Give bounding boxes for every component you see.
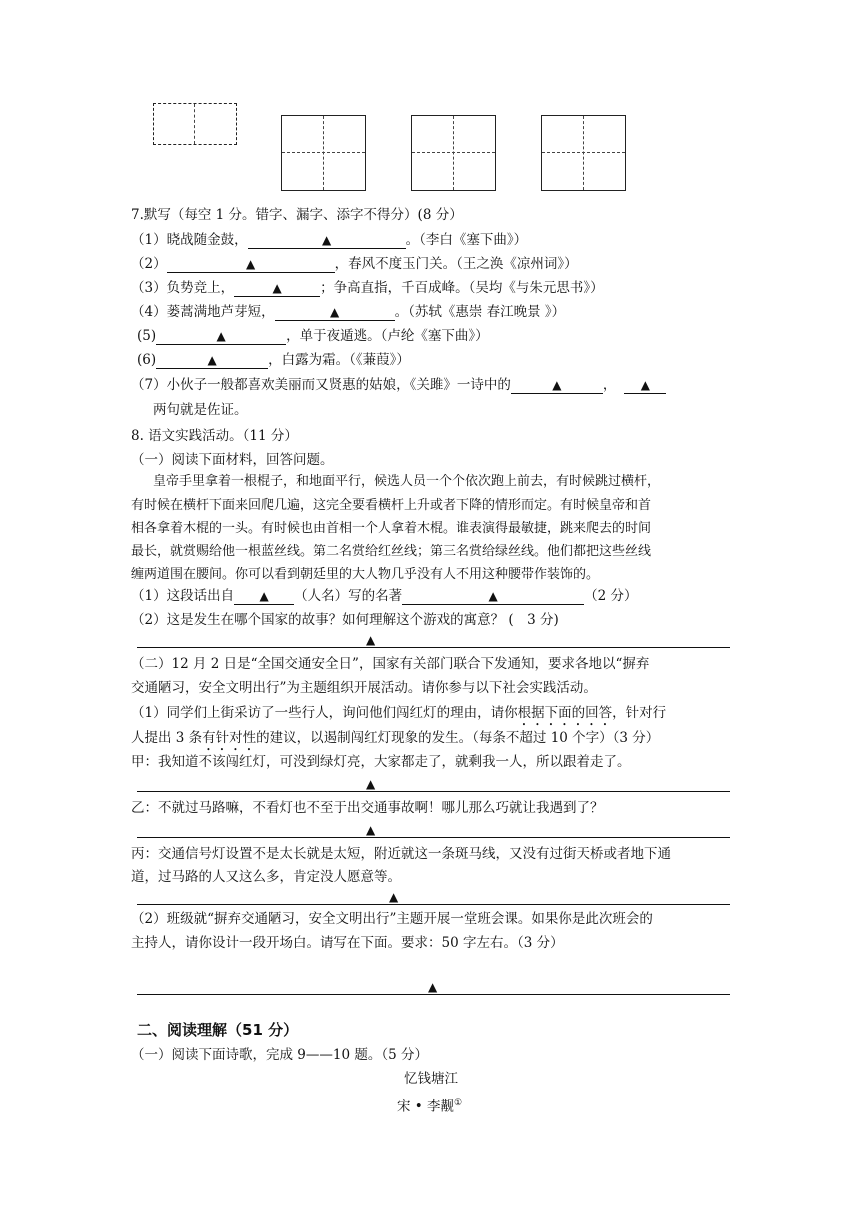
poem-author-name: 宋 • 李觏 [397, 1098, 455, 1115]
q8-task1-line1 [131, 704, 666, 729]
triangle-icon: ▲ [428, 980, 438, 994]
passage-line: 相各拿着木棍的一头。有时候也由首相一个人拿着木棍。谁表演得最敏捷，跳来爬去的时间 [131, 521, 652, 536]
answer-line [137, 791, 730, 792]
q7-line-7-cont: 两句就是佐证。 [153, 402, 248, 418]
triangle-icon: ▲ [552, 378, 562, 392]
book-blank[interactable] [402, 589, 584, 605]
q8-sub1-mid: （人名）写的名著 [294, 588, 403, 604]
answer-bing-1: 丙：交通信号灯设置不是太长就是太短，附近就这一条斑马线，又没有过街天桥或者地下通 [131, 846, 671, 862]
triangle-icon: ▲ [207, 353, 217, 367]
task1-text: 人提出 3 条 [131, 730, 203, 746]
section2-subtitle: （一）阅读下面诗歌，完成 9——10 题。（5 分） [131, 1047, 428, 1063]
answer-blank[interactable] [511, 378, 603, 394]
q8-task2-line1: （2）班级就“摒弃交通陋习，安全文明出行”主题开展一堂班会课。如果你是此次班会的 [131, 911, 653, 927]
q7-line-5 [137, 327, 489, 345]
answer-blank[interactable] [156, 329, 286, 345]
q7-line-4 [131, 303, 565, 321]
task1-text: （1）同学们上街采访了一些行人，询问他们闯红灯的理由，请你 [131, 705, 518, 721]
q7-line-4-source: 。（苏轼《惠崇 春江晚景 》） [394, 304, 566, 320]
q7-line-5-text: ，单于夜遁逃。（卢纶《塞下曲》） [286, 328, 489, 344]
q8-sub1-text: （1）这段话出自 [131, 588, 235, 604]
answer-yi: 乙：不就过马路嘛，不看灯也不至于出交通事故啊！哪儿那么巧就让我遇到了？ [131, 800, 604, 816]
q7-line-2-text: ，春风不度玉门关。（王之涣《凉州词》） [334, 256, 578, 272]
answer-line [137, 904, 730, 905]
q7-line-3 [131, 279, 604, 297]
triangle-icon: ▲ [259, 589, 269, 603]
poem-title: 忆钱塘江 [404, 1071, 458, 1087]
triangle-icon: ▲ [321, 233, 332, 247]
q7-line-3-source: ；争高直指，千百成峰。（吴均《与朱元思书》） [320, 280, 604, 296]
answer-blank[interactable] [234, 281, 320, 297]
q8-sub1-score: （2 分） [584, 588, 638, 604]
triangle-icon: ▲ [389, 890, 399, 904]
q8-task2-line2: 主持人，请你设计一段开场白。请写在下面。要求：50 字左右。（3 分） [131, 935, 564, 951]
section2-title: 二、阅读理解（51 分） [137, 1021, 299, 1039]
emphasized-text: 有针对性 [202, 730, 257, 746]
answer-blank[interactable] [275, 305, 395, 321]
answer-blank[interactable] [167, 257, 335, 273]
emphasized-text: 根据下面的回答 [517, 705, 613, 721]
q7-line-4-text: （4）蒌蒿满地芦芽短， [131, 304, 275, 320]
q7-line-2-num: （2） [131, 256, 167, 272]
q7-line-6-num: (6) [137, 352, 157, 368]
q7-line-1-text: （1）晓战随金鼓， [131, 232, 248, 248]
footnote-marker: ① [454, 1098, 463, 1108]
writing-grid-1 [153, 103, 237, 145]
author-blank[interactable] [234, 589, 294, 605]
q8-part2-line1: （二）12 月 2 日是“全国交通安全日”，国家有关部门联合下发通知，要求各地以“摒弃 [131, 656, 650, 672]
q7-line-1-source: 。（李白《塞下曲》） [405, 232, 528, 248]
answer-line [137, 994, 730, 995]
answer-blank[interactable] [156, 353, 268, 369]
answer-line [137, 837, 730, 838]
triangle-icon: ▲ [488, 589, 498, 603]
writing-grid-3 [411, 115, 496, 191]
q7-line-2 [131, 255, 578, 273]
triangle-icon: ▲ [366, 823, 376, 837]
triangle-icon: ▲ [640, 378, 650, 392]
q8-sub2: （2）这是发生在哪个国家的故事？如何理解这个游戏的寓意？ ( 3 分) [131, 612, 559, 628]
answer-line [137, 647, 730, 648]
q7-line-7-comma: ， [602, 377, 617, 393]
q7-line-5-num: (5) [137, 328, 157, 344]
triangle-icon: ▲ [216, 329, 226, 343]
task1-text: ，针对行 [612, 705, 667, 721]
answer-blank[interactable] [624, 378, 666, 394]
writing-grid-2 [281, 115, 366, 191]
answer-bing-2: 道，过马路的人又这么多，肯定没人愿意等。 [131, 869, 401, 885]
task1-text: 的建议，以遏制闯红灯现象的发生。（每条不超过 10 个字）（3 分） [256, 730, 660, 746]
triangle-icon: ▲ [366, 777, 376, 791]
q7-line-6 [137, 351, 410, 369]
q8-sub1 [131, 587, 637, 605]
q8-part1-title: （一）阅读下面材料，回答问题。 [131, 452, 334, 468]
q7-title: 7.默写（每空 1 分。错字、漏字、添字不得分）(8 分） [131, 207, 463, 223]
q8-title: 8. 语文实践活动。（11 分） [131, 428, 298, 444]
q8-task1-line2 [131, 729, 659, 754]
triangle-icon: ▲ [272, 281, 282, 295]
triangle-icon: ▲ [245, 257, 256, 271]
q7-line-7 [131, 376, 666, 394]
q7-line-1 [131, 231, 527, 249]
q7-line-7-text: （7）小伙子一般都喜欢美丽而又贤惠的姑娘，《关雎》一诗中的 [131, 377, 511, 393]
passage-line: 皇帝手里拿着一根棍子，和地面平行，候选人员一个个依次跑上前去，有时候跳过横杆， [153, 474, 661, 489]
passage-line: 最长，就赏赐给他一根蓝丝线。第二名赏给红丝线；第三名赏给绿丝线。他们都把这些丝线 [131, 544, 652, 559]
triangle-icon: ▲ [329, 305, 340, 319]
poem-author [397, 1094, 462, 1116]
q7-line-6-text: ，白露为霜。（《蒹葭》） [268, 352, 410, 368]
answer-jia: 甲：我知道不该闯红灯，可没到绿灯亮，大家都走了，就剩我一人，所以跟着走了。 [131, 754, 631, 770]
passage-line: 有时候在横杆下面来回爬几遍，这完全要看横杆上升或者下降的情形而定。有时候皇帝和首 [131, 498, 652, 513]
triangle-icon: ▲ [366, 633, 376, 647]
answer-blank[interactable] [248, 233, 406, 249]
writing-grid-4 [541, 115, 626, 191]
q7-line-3-text: （3）负势竞上， [131, 280, 235, 296]
q8-part2-line2: 交通陋习，安全文明出行”为主题组织开展活动。请你参与以下社会实践活动。 [131, 680, 597, 696]
passage-line: 缠两道围在腰间。你可以看到朝廷里的大人物几乎没有人不用这种腰带作装饰的。 [131, 567, 600, 582]
